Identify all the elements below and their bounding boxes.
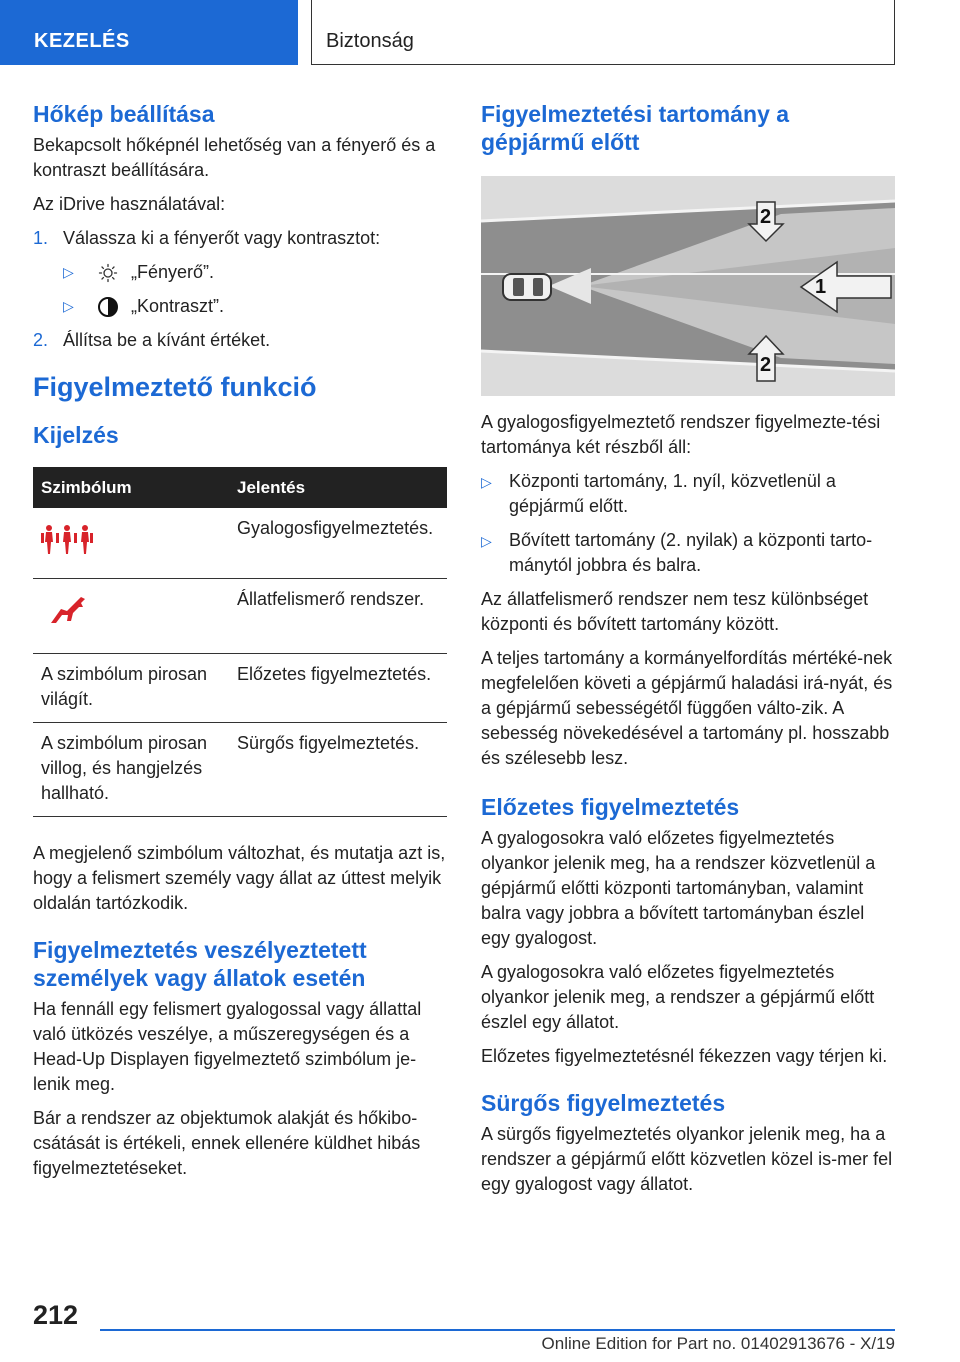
brightness-label: „Fényerő”. — [131, 262, 215, 282]
footer-edition: Online Edition for Part no. 01402913676 - X/19 — [541, 1334, 895, 1353]
fennall-paragraph: Ha fennáll egy felismert gyalogossal vagy állattal való ütközés veszélye, a műszeregységen és a Head-Up Displayen figyelmeztető szimbólum je-lenik meg. — [33, 998, 422, 1094]
contrast-icon — [93, 296, 123, 318]
steps-list — [33, 226, 447, 353]
bullet-1-text: Központi tartomány, 1. nyíl, közvetlenül a gépjármű előtt. — [509, 471, 836, 516]
contrast-label: „Kontraszt”. — [131, 296, 225, 316]
kijelzes-heading: Kijelzés — [33, 422, 119, 448]
footer-divider — [100, 1329, 895, 1331]
table-row — [33, 653, 447, 722]
elozetes-paragraph-1: A gyalogosokra való előzetes figyelmeztetés olyankor jelenik meg, ha a rendszer közvetlenül a gépjármű előtti központi tartományban, valamint balra vagy jobbra a bővített tartományban észlel egy gyalogost. — [481, 828, 876, 948]
brightness-icon — [93, 263, 123, 283]
triangle-bullet-icon: ▷ — [481, 474, 492, 490]
surgos-paragraph: A sürgős figyelmeztetés olyankor jelenik meg, ha a rendszer a gépjármű előtt közvetlen közel is-mer fel egy gyalogost vagy állatot. — [481, 1124, 893, 1194]
gyalogos-paragraph: A gyalogosfigyelmeztető rendszer figyelmezte-tési tartománya két részből áll: — [481, 412, 881, 457]
symbol-table — [33, 467, 447, 817]
table-row — [33, 578, 447, 653]
step-1-option-brightness — [33, 260, 447, 285]
range-bullets — [481, 469, 895, 578]
table-row — [33, 722, 447, 816]
megjelen-paragraph: A megjelenő szimbólum változhat, és mutatja azt is, hogy a felismert személy vagy állat az úttest melyik oldalán tartózkodik. — [33, 842, 446, 913]
step-2 — [33, 328, 447, 353]
animal-warning-icon — [47, 595, 87, 632]
table-cell-symbol — [33, 578, 229, 653]
pedestrian-warning-icon — [41, 524, 93, 565]
chapter-header — [311, 0, 895, 65]
table-cell-symbol: A szimbólum pirosan villog, és hangjelzés hallható. — [33, 722, 229, 816]
chapter-label: Biztonság — [326, 30, 414, 52]
figure-label-2-bottom: 2 — [760, 354, 772, 376]
table-cell-symbol — [33, 508, 229, 578]
section-label: KEZELÉS — [34, 30, 130, 52]
table-cell-meaning: Állatfelismerő rendszer. — [229, 578, 447, 653]
step-1-option-contrast — [33, 294, 447, 319]
step-1 — [33, 226, 447, 251]
elozetes-heading: Előzetes figyelmeztetés — [481, 794, 740, 820]
figure-label-1: 1 — [815, 276, 827, 298]
triangle-bullet-icon: ▷ — [481, 533, 492, 549]
table-header-meaning: Jelentés — [229, 467, 447, 508]
step-2-number: 2. — [33, 330, 49, 350]
page-number: 212 — [33, 1300, 79, 1330]
table-cell-meaning: Gyalogosfigyelmeztetés. — [229, 508, 447, 578]
hokep-paragraph-1: Bekapcsolt hőképnél lehetőség van a fényerő és a kontraszt beállítására. — [33, 135, 436, 180]
figure-label-2-top: 2 — [760, 206, 772, 228]
right-column — [481, 100, 895, 1206]
table-header-symbol: Szimbólum — [33, 467, 229, 508]
car-shape — [503, 274, 551, 300]
warning-range-figure — [481, 176, 895, 396]
list-item — [481, 469, 895, 519]
triangle-bullet-icon: ▷ — [63, 264, 74, 280]
triangle-bullet-icon: ▷ — [63, 298, 74, 314]
table-header-row — [33, 467, 447, 508]
step-1-text: Válassza ki a fényerőt vagy kontrasztot: — [63, 228, 381, 248]
table-cell-meaning: Sürgős figyelmeztetés. — [229, 722, 447, 816]
hokep-heading: Hőkép beállítása — [33, 101, 215, 127]
veszely-heading: Figyelmeztetés veszélyeztetett személyek vagy állatok esetén — [33, 936, 367, 991]
bullet-2-text: Bővített tartomány (2. nyilak) a központi tarto-mánytól jobbra és balra. — [509, 530, 873, 575]
bar-paragraph: Bár a rendszer az objektumok alakját és hőkibo-csátását is értékeli, ennek ellenére küldhet hibás figyelmeztetéseket. — [33, 1107, 421, 1178]
funkcio-heading: Figyelmeztető funkció — [33, 372, 317, 402]
list-item — [481, 528, 895, 578]
table-cell-meaning: Előzetes figyelmeztetés. — [229, 653, 447, 722]
allat-paragraph: Az állatfelismerő rendszer nem tesz különbséget központi és bővített tartomány között. — [481, 589, 869, 634]
hokep-paragraph-2: Az iDrive használatával: — [33, 194, 226, 214]
elozetes-paragraph-2: A gyalogosokra való előzetes figyelmeztetés olyankor jelenik meg, a rendszer a gépjármű előtt észlel egy állatot. — [481, 962, 875, 1032]
table-cell-symbol: A szimbólum pirosan világít. — [33, 653, 229, 722]
step-2-text: Állítsa be a kívánt értéket. — [63, 330, 271, 350]
elozetes-paragraph-3: Előzetes figyelmeztetésnél fékezzen vagy térjen ki. — [481, 1046, 888, 1066]
table-row — [33, 508, 447, 578]
teljes-paragraph: A teljes tartomány a kormányelfordítás mértéké-nek megfelelően követi a gépjármű haladási irá-nyát, és a gépjármű sebességétől függően válto-zik. A sebesség növekedésével a tartomány pl. hosszabb és szélesebb lesz. — [481, 648, 893, 768]
section-tab — [0, 0, 298, 65]
tartomany-heading: Figyelmeztetési tartomány a gépjármű előtt — [481, 101, 790, 155]
left-column — [33, 100, 447, 1190]
step-1-number: 1. — [33, 228, 49, 248]
surgos-heading: Sürgős figyelmeztetés — [481, 1090, 726, 1116]
